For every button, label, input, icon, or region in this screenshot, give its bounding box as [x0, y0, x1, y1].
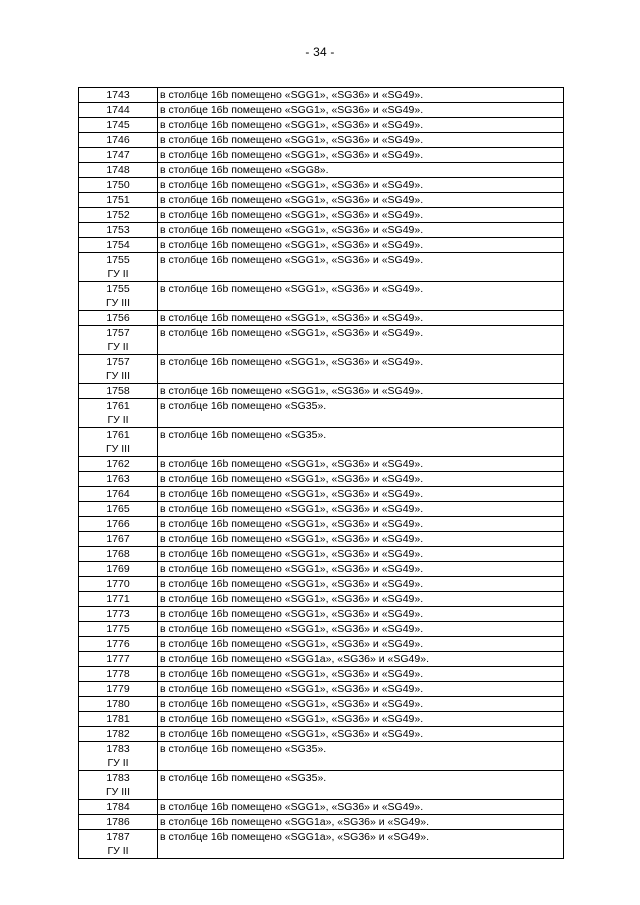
un-number: 1782: [106, 728, 130, 740]
amendment-text: в столбце 16b помещено «SGG1», «SG36» и «SG49».: [158, 384, 564, 399]
un-number-cell: [79, 178, 158, 193]
un-number-cell: [79, 238, 158, 253]
table-row: [79, 384, 564, 399]
table-row: [79, 517, 564, 532]
un-number: 1751: [106, 194, 130, 206]
un-number: 1777: [106, 653, 130, 665]
un-number-cell: [79, 148, 158, 163]
un-number: 1762: [106, 458, 130, 470]
amendment-text: в столбце 16b помещено «SGG1», «SG36» и «SG49».: [158, 118, 564, 133]
un-number-cell: [79, 547, 158, 562]
un-number: 1750: [106, 179, 130, 191]
amendment-text: в столбце 16b помещено «SGG1», «SG36» и «SG49».: [158, 577, 564, 592]
amendment-text: в столбце 16b помещено «SGG1», «SG36» и «SG49».: [158, 517, 564, 532]
un-number-cell: [79, 682, 158, 697]
un-number-cell: [79, 667, 158, 682]
table-row: [79, 487, 564, 502]
un-number-cell: [79, 163, 158, 178]
un-number-cell: [79, 830, 158, 859]
un-number-cell: [79, 742, 158, 771]
amendment-text: в столбце 16b помещено «SGG1a», «SG36» и «SG49».: [158, 815, 564, 830]
amendment-text: в столбце 16b помещено «SGG1», «SG36» и «SG49».: [158, 178, 564, 193]
un-number: 1757: [106, 356, 130, 368]
un-number-cell: [79, 133, 158, 148]
amendment-text: в столбце 16b помещено «SGG1», «SG36» и «SG49».: [158, 193, 564, 208]
table-row: [79, 771, 564, 800]
packing-group: ГУ III: [105, 443, 131, 455]
un-number: 1763: [106, 473, 130, 485]
un-number: 1758: [106, 385, 130, 397]
un-number: 1761: [106, 429, 130, 441]
un-number: 1773: [106, 608, 130, 620]
amendment-text: в столбце 16b помещено «SGG1», «SG36» и «SG49».: [158, 148, 564, 163]
amendment-text: в столбце 16b помещено «SGG1a», «SG36» и «SG49».: [158, 652, 564, 667]
amendment-text: в столбце 16b помещено «SGG1», «SG36» и «SG49».: [158, 697, 564, 712]
amendment-text: в столбце 16b помещено «SGG1», «SG36» и «SG49».: [158, 103, 564, 118]
un-number-cell: [79, 384, 158, 399]
un-number: 1748: [106, 164, 130, 176]
un-number-cell: [79, 118, 158, 133]
packing-group: ГУ II: [107, 757, 129, 769]
amendment-text: в столбце 16b помещено «SGG1», «SG36» и «SG49».: [158, 682, 564, 697]
un-number: 1744: [106, 104, 130, 116]
table-body: [79, 88, 564, 859]
un-number: 1752: [106, 209, 130, 221]
un-number-cell: [79, 592, 158, 607]
table-row: [79, 472, 564, 487]
table-row: [79, 133, 564, 148]
amendment-text: в столбце 16b помещено «SGG1», «SG36» и «SG49».: [158, 532, 564, 547]
un-number: 1766: [106, 518, 130, 530]
un-number: 1771: [106, 593, 130, 605]
amendment-text: в столбце 16b помещено «SGG1», «SG36» и «SG49».: [158, 88, 564, 103]
table-row: [79, 502, 564, 517]
un-number: 1786: [106, 816, 130, 828]
un-number-cell: [79, 727, 158, 742]
un-number-cell: [79, 652, 158, 667]
table-row: [79, 577, 564, 592]
un-number-cell: [79, 223, 158, 238]
un-number: 1768: [106, 548, 130, 560]
un-number: 1765: [106, 503, 130, 515]
amendment-text: в столбце 16b помещено «SG35».: [158, 428, 564, 457]
un-number: 1783: [106, 743, 130, 755]
un-number: 1770: [106, 578, 130, 590]
amendment-text: в столбце 16b помещено «SGG1», «SG36» и «SG49».: [158, 712, 564, 727]
un-number: 1764: [106, 488, 130, 500]
table-row: [79, 742, 564, 771]
un-number-cell: [79, 800, 158, 815]
un-number-cell: [79, 637, 158, 652]
un-number-cell: [79, 771, 158, 800]
un-number-cell: [79, 577, 158, 592]
un-number-cell: [79, 622, 158, 637]
un-number-cell: [79, 428, 158, 457]
amendment-text: в столбце 16b помещено «SG35».: [158, 399, 564, 428]
un-number: 1778: [106, 668, 130, 680]
table-row: [79, 399, 564, 428]
un-number-cell: [79, 326, 158, 355]
un-number-cell: [79, 253, 158, 282]
un-number-cell: [79, 472, 158, 487]
table-row: [79, 282, 564, 311]
table-row: [79, 208, 564, 223]
un-number-cell: [79, 193, 158, 208]
amendment-text: в столбце 16b помещено «SG35».: [158, 771, 564, 800]
table-row: [79, 727, 564, 742]
amendment-text: в столбце 16b помещено «SGG1», «SG36» и «SG49».: [158, 472, 564, 487]
table-row: [79, 148, 564, 163]
un-number: 1775: [106, 623, 130, 635]
un-number: 1745: [106, 119, 130, 131]
page-number: - 34 -: [305, 45, 335, 59]
table-row: [79, 457, 564, 472]
table-row: [79, 622, 564, 637]
table-row: [79, 118, 564, 133]
un-number-cell: [79, 607, 158, 622]
packing-group: ГУ II: [107, 845, 129, 857]
amendment-text: в столбце 16b помещено «SGG1», «SG36» и «SG49».: [158, 800, 564, 815]
un-number: 1756: [106, 312, 130, 324]
un-number-cell: [79, 355, 158, 384]
un-number-cell: [79, 517, 158, 532]
un-number-cell: [79, 502, 158, 517]
amendment-text: в столбце 16b помещено «SGG1», «SG36» и «SG49».: [158, 502, 564, 517]
table-row: [79, 103, 564, 118]
un-number-cell: [79, 562, 158, 577]
table-row: [79, 815, 564, 830]
packing-group: ГУ III: [105, 786, 131, 798]
un-number: 1746: [106, 134, 130, 146]
table-row: [79, 311, 564, 326]
un-number-cell: [79, 282, 158, 311]
table-row: [79, 238, 564, 253]
amendment-text: в столбце 16b помещено «SGG1», «SG36» и «SG49».: [158, 355, 564, 384]
amendment-text: в столбце 16b помещено «SGG1», «SG36» и «SG49».: [158, 487, 564, 502]
un-number-cell: [79, 712, 158, 727]
amendment-text: в столбце 16b помещено «SGG1», «SG36» и «SG49».: [158, 253, 564, 282]
amendment-text: в столбце 16b помещено «SGG8».: [158, 163, 564, 178]
table-row: [79, 592, 564, 607]
un-number-cell: [79, 208, 158, 223]
amendment-text: в столбце 16b помещено «SGG1», «SG36» и «SG49».: [158, 282, 564, 311]
table-row: [79, 253, 564, 282]
table-row: [79, 223, 564, 238]
amendment-text: в столбце 16b помещено «SGG1», «SG36» и «SG49».: [158, 727, 564, 742]
table-row: [79, 428, 564, 457]
un-number: 1755: [106, 283, 130, 295]
un-number: 1743: [106, 89, 130, 101]
amendment-text: в столбце 16b помещено «SGG1», «SG36» и «SG49».: [158, 667, 564, 682]
table-row: [79, 562, 564, 577]
un-number: 1780: [106, 698, 130, 710]
un-number-cell: [79, 399, 158, 428]
un-number-cell: [79, 457, 158, 472]
un-number: 1761: [106, 400, 130, 412]
packing-group: ГУ II: [107, 268, 129, 280]
un-number: 1769: [106, 563, 130, 575]
un-number: 1784: [106, 801, 130, 813]
amendment-text: в столбце 16b помещено «SGG1», «SG36» и «SG49».: [158, 622, 564, 637]
table-row: [79, 697, 564, 712]
un-number: 1757: [106, 327, 130, 339]
amendment-text: в столбце 16b помещено «SGG1», «SG36» и «SG49».: [158, 607, 564, 622]
amendment-text: в столбце 16b помещено «SGG1», «SG36» и «SG49».: [158, 238, 564, 253]
un-number-cell: [79, 697, 158, 712]
table-row: [79, 652, 564, 667]
un-number-cell: [79, 88, 158, 103]
packing-group: ГУ III: [105, 370, 131, 382]
amendment-text: в столбце 16b помещено «SGG1», «SG36» и «SG49».: [158, 311, 564, 326]
amendment-text: в столбце 16b помещено «SGG1», «SG36» и «SG49».: [158, 547, 564, 562]
table-row: [79, 88, 564, 103]
packing-group: ГУ III: [105, 297, 131, 309]
amendment-text: в столбце 16b помещено «SGG1», «SG36» и «SG49».: [158, 208, 564, 223]
amendment-text: в столбце 16b помещено «SGG1a», «SG36» и «SG49».: [158, 830, 564, 859]
un-number: 1787: [106, 831, 130, 843]
amendment-text: в столбце 16b помещено «SGG1», «SG36» и «SG49».: [158, 457, 564, 472]
amendment-text: в столбце 16b помещено «SGG1», «SG36» и «SG49».: [158, 133, 564, 148]
table-row: [79, 712, 564, 727]
un-number: 1783: [106, 772, 130, 784]
un-number-cell: [79, 815, 158, 830]
table-row: [79, 193, 564, 208]
un-number-cell: [79, 103, 158, 118]
table-row: [79, 178, 564, 193]
amendment-text: в столбце 16b помещено «SGG1», «SG36» и «SG49».: [158, 637, 564, 652]
table-row: [79, 637, 564, 652]
table-row: [79, 326, 564, 355]
un-number-cell: [79, 532, 158, 547]
table-row: [79, 532, 564, 547]
amendment-text: в столбце 16b помещено «SG35».: [158, 742, 564, 771]
table-row: [79, 830, 564, 859]
amendment-text: в столбце 16b помещено «SGG1», «SG36» и «SG49».: [158, 592, 564, 607]
un-number-cell: [79, 311, 158, 326]
un-number: 1781: [106, 713, 130, 725]
amendment-text: в столбце 16b помещено «SGG1», «SG36» и «SG49».: [158, 326, 564, 355]
un-number: 1747: [106, 149, 130, 161]
un-number: 1767: [106, 533, 130, 545]
packing-group: ГУ II: [107, 414, 129, 426]
un-number: 1753: [106, 224, 130, 236]
amendment-text: в столбце 16b помещено «SGG1», «SG36» и «SG49».: [158, 562, 564, 577]
packing-group: ГУ II: [107, 341, 129, 353]
table-row: [79, 667, 564, 682]
table-row: [79, 607, 564, 622]
un-number: 1755: [106, 254, 130, 266]
un-number-cell: [79, 487, 158, 502]
amendments-table: [78, 87, 564, 859]
table-row: [79, 355, 564, 384]
table-row: [79, 547, 564, 562]
table-row: [79, 682, 564, 697]
un-number: 1754: [106, 239, 130, 251]
table-row: [79, 163, 564, 178]
un-number: 1776: [106, 638, 130, 650]
un-number: 1779: [106, 683, 130, 695]
table-row: [79, 800, 564, 815]
amendment-text: в столбце 16b помещено «SGG1», «SG36» и «SG49».: [158, 223, 564, 238]
